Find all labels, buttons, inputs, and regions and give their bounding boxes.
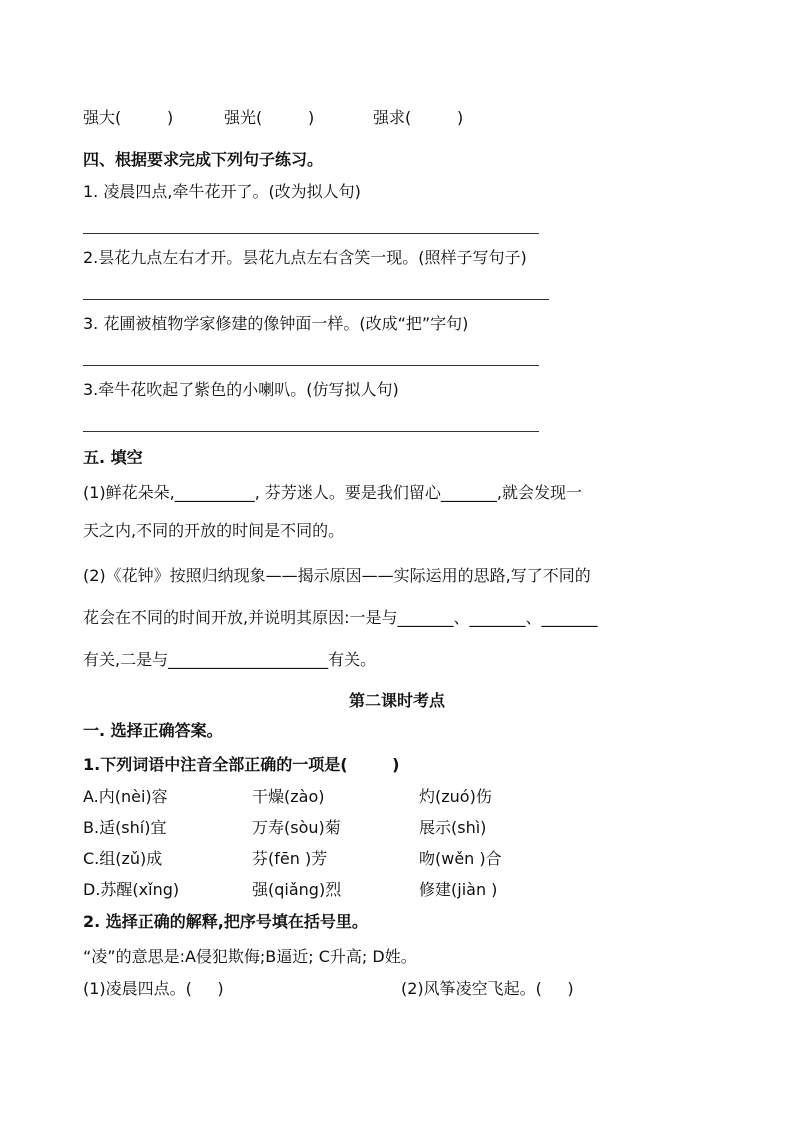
- ling-meaning: “凌”的意思是:A侵犯欺侮;B逼近; C升高; D姓。: [83, 947, 417, 966]
- option-d-3: 修建(jiàn ): [419, 880, 498, 899]
- option-d-2: 强(qiǎng)烈: [252, 880, 342, 899]
- section4-q3: 3. 花圃被植物学家修建的像钟面一样。(改成“把”字句): [83, 314, 469, 333]
- answer-line-3: [83, 365, 539, 366]
- section5-p2-line3: 有关,二是与____________________有关。: [83, 650, 377, 669]
- option-a-2: 干燥(zào): [252, 787, 325, 806]
- sub-question-1: (1)凌晨四点。( ): [83, 979, 224, 998]
- section4-q4: 3.牵牛花吹起了紫色的小喇叭。(仿写拟人句): [83, 380, 399, 399]
- section4-heading: 四、根据要求完成下列句子练习。: [83, 150, 324, 169]
- word-group-2: 强光( ): [224, 108, 315, 127]
- section4-q2: 2.昙花九点左右才开。昙花九点左右含笑一现。(照样子写句子): [83, 248, 527, 267]
- lesson2-title: 第二课时考点: [348, 691, 445, 710]
- option-a-3: 灼(zuó)伤: [419, 787, 492, 806]
- lesson2-q1: 1.下列词语中注音全部正确的一项是( ): [83, 755, 400, 774]
- section5-p1-line2: 天之内,不同的开放的时间是不同的。: [83, 521, 345, 540]
- option-b-2: 万寿(sòu)菊: [252, 818, 341, 837]
- section5-p2-line1: (2)《花钟》按照归纳现象——揭示原因——实际运用的思路,写了不同的: [83, 566, 591, 585]
- section5-heading: 五. 填空: [83, 448, 143, 467]
- word-group-3: 强求( ): [373, 108, 464, 127]
- option-b-1: B.适(shí)宜: [83, 818, 167, 837]
- answer-line-4: [83, 431, 539, 432]
- sub-question-2: (2)风筝凌空飞起。( ): [401, 979, 574, 998]
- option-c-1: C.组(zǔ)成: [83, 849, 163, 868]
- section4-q1: 1. 凌晨四点,牵牛花开了。(改为拟人句): [83, 182, 361, 201]
- lesson2-section1-heading: 一. 选择正确答案。: [83, 721, 223, 740]
- word-group-1: 强大( ): [83, 108, 174, 127]
- section5-p1-line1: (1)鲜花朵朵,__________, 芬芳迷人。要是我们留心_______,就会发现一: [83, 483, 583, 502]
- option-b-3: 展示(shì): [419, 818, 487, 837]
- option-a-1: A.内(nèi)容: [83, 787, 168, 806]
- lesson2-q2: 2. 选择正确的解释,把序号填在括号里。: [83, 912, 368, 931]
- option-d-1: D.苏醒(xǐng): [83, 880, 180, 899]
- option-c-3: 吻(wěn )合: [419, 849, 502, 868]
- answer-line-2: [83, 299, 549, 300]
- option-c-2: 芬(fēn )芳: [252, 849, 328, 868]
- answer-line-1: [83, 233, 539, 234]
- section5-p2-line2: 花会在不同的时间开放,并说明其原因:一是与_______、_______、_______: [83, 608, 598, 627]
